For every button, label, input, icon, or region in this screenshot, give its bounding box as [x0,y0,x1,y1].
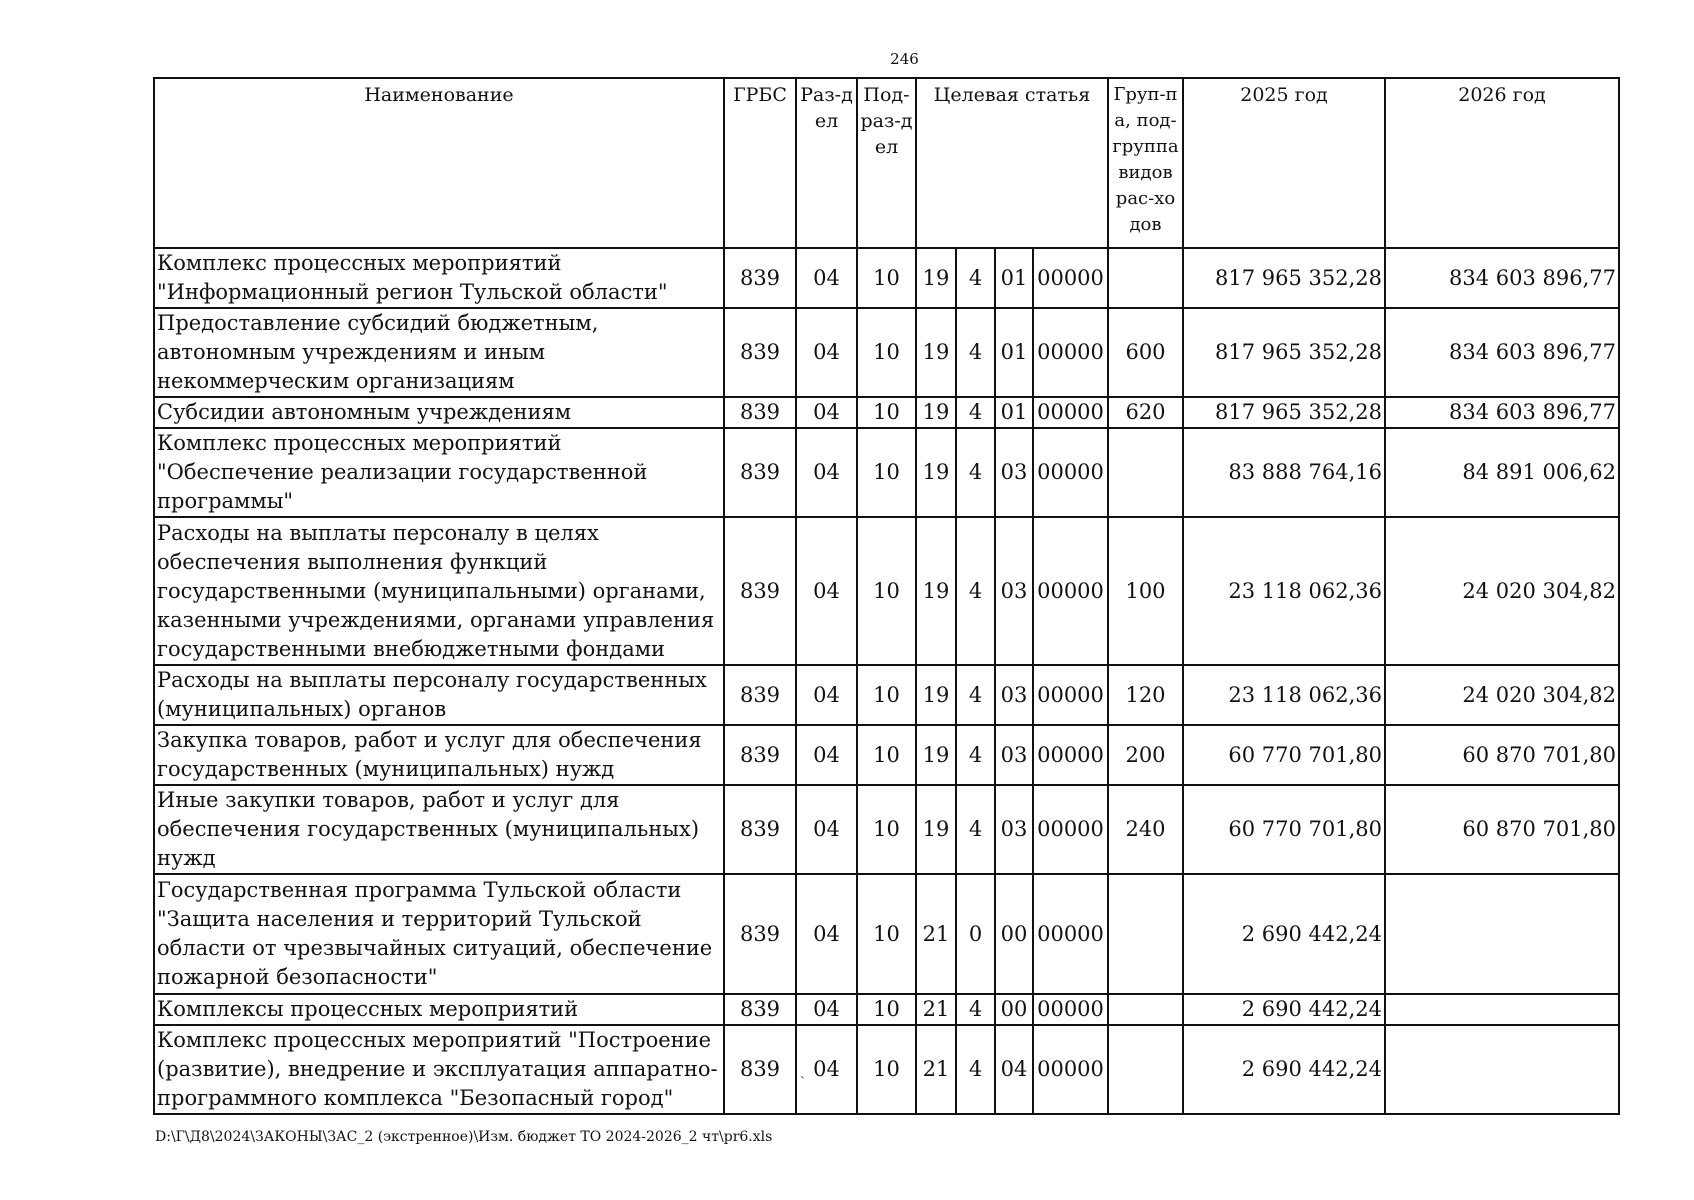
row-target-complex: 03 [995,428,1033,517]
row-razdel: 04 [796,428,857,517]
row-expense-group [1108,1025,1183,1114]
row-target-complex: 03 [995,725,1033,785]
row-target-direction: 00000 [1033,428,1108,517]
row-grbs: 839 [724,1025,796,1114]
row-expense-group: 600 [1108,308,1183,397]
row-amount-2025: 83 888 764,16 [1183,428,1385,517]
row-razdel: 04 [796,517,857,665]
row-grbs: 839 [724,785,796,874]
row-target-complex: 01 [995,248,1033,308]
row-target-complex: 01 [995,397,1033,428]
table-row [154,308,1619,397]
row-amount-2026: 834 603 896,77 [1385,308,1619,397]
table-row [154,994,1619,1025]
row-target-program: 19 [916,308,956,397]
col-header-2026: 2026 год [1385,78,1619,248]
row-podrazdel: 10 [857,994,916,1025]
row-podrazdel: 10 [857,397,916,428]
row-target-direction: 00000 [1033,517,1108,665]
row-target-program: 19 [916,725,956,785]
row-grbs: 839 [724,874,796,994]
row-target-type: 4 [956,725,995,785]
row-target-type: 4 [956,428,995,517]
row-expense-group: 240 [1108,785,1183,874]
row-expense-group [1108,428,1183,517]
row-podrazdel: 10 [857,665,916,725]
row-name: Комплекс процессных мероприятий "Построение (развитие), внедрение и эксплуатация аппаратно-программного комплекса "Безопасный город" [154,1025,724,1114]
page-number: 246 [890,50,919,68]
row-podrazdel: 10 [857,428,916,517]
stray-mark: ` [800,1075,806,1089]
row-name: Расходы на выплаты персоналу в целях обеспечения выполнения функций государственными (муниципальными) органами, казенными учреждениями, органами управления государственными внебюджетными фондами [154,517,724,665]
row-amount-2025: 60 770 701,80 [1183,725,1385,785]
row-expense-group [1108,874,1183,994]
row-target-type: 4 [956,994,995,1025]
row-target-complex: 03 [995,785,1033,874]
row-amount-2026: 60 870 701,80 [1385,725,1619,785]
row-target-type: 4 [956,785,995,874]
table-row [154,725,1619,785]
table-row [154,428,1619,517]
row-grbs: 839 [724,517,796,665]
row-razdel: 04 [796,874,857,994]
row-amount-2025: 2 690 442,24 [1183,1025,1385,1114]
row-razdel: 04 [796,725,857,785]
table-body [154,248,1619,1114]
row-target-complex: 00 [995,874,1033,994]
row-expense-group: 200 [1108,725,1183,785]
row-target-type: 0 [956,874,995,994]
row-name: Комплекс процессных мероприятий "Информационный регион Тульской области" [154,248,724,308]
row-grbs: 839 [724,248,796,308]
row-amount-2025: 23 118 062,36 [1183,517,1385,665]
row-target-complex: 00 [995,994,1033,1025]
row-expense-group: 120 [1108,665,1183,725]
table-row [154,874,1619,994]
row-amount-2025: 2 690 442,24 [1183,994,1385,1025]
row-target-program: 19 [916,248,956,308]
row-name: Иные закупки товаров, работ и услуг для обеспечения государственных (муниципальных) нужд [154,785,724,874]
row-podrazdel: 10 [857,1025,916,1114]
row-razdel: 04 [796,397,857,428]
row-target-type: 4 [956,248,995,308]
row-target-program: 19 [916,428,956,517]
col-header-name: Наименование [154,78,724,248]
row-razdel: 04 [796,665,857,725]
row-grbs: 839 [724,397,796,428]
row-target-direction: 00000 [1033,248,1108,308]
row-target-type: 4 [956,665,995,725]
row-target-direction: 00000 [1033,397,1108,428]
row-expense-group: 100 [1108,517,1183,665]
row-target-direction: 00000 [1033,308,1108,397]
col-header-2025: 2025 год [1183,78,1385,248]
col-header-razdel: Раз-дел [796,78,857,248]
row-podrazdel: 10 [857,517,916,665]
row-grbs: 839 [724,665,796,725]
row-target-direction: 00000 [1033,725,1108,785]
col-header-target: Целевая статья [916,78,1108,248]
row-expense-group: 620 [1108,397,1183,428]
table-row [154,1025,1619,1114]
budget-table [153,77,1620,1115]
row-target-program: 21 [916,874,956,994]
row-target-complex: 03 [995,665,1033,725]
row-podrazdel: 10 [857,308,916,397]
row-amount-2026 [1385,874,1619,994]
row-podrazdel: 10 [857,725,916,785]
table-row [154,785,1619,874]
row-amount-2025: 817 965 352,28 [1183,397,1385,428]
row-name: Расходы на выплаты персоналу государственных (муниципальных) органов [154,665,724,725]
row-target-program: 19 [916,665,956,725]
row-name: Субсидии автономным учреждениям [154,397,724,428]
row-target-complex: 03 [995,517,1033,665]
row-target-program: 21 [916,994,956,1025]
row-amount-2026 [1385,1025,1619,1114]
row-grbs: 839 [724,428,796,517]
row-expense-group [1108,994,1183,1025]
row-amount-2026: 84 891 006,62 [1385,428,1619,517]
row-name: Предоставление субсидий бюджетным, автономным учреждениям и иным некоммерческим организациям [154,308,724,397]
row-amount-2026 [1385,994,1619,1025]
row-amount-2025: 60 770 701,80 [1183,785,1385,874]
row-name: Комплексы процессных мероприятий [154,994,724,1025]
row-podrazdel: 10 [857,785,916,874]
row-razdel: 04 [796,785,857,874]
table-row [154,397,1619,428]
row-target-direction: 00000 [1033,1025,1108,1114]
row-target-direction: 00000 [1033,994,1108,1025]
row-grbs: 839 [724,994,796,1025]
row-amount-2026: 834 603 896,77 [1385,248,1619,308]
table-row [154,517,1619,665]
row-grbs: 839 [724,725,796,785]
row-amount-2026: 834 603 896,77 [1385,397,1619,428]
row-podrazdel: 10 [857,248,916,308]
row-target-program: 19 [916,397,956,428]
row-razdel: 04 [796,248,857,308]
footer-file-path: D:\Г\Д8\2024\ЗАКОНЫ\ЗАС_2 (экстренное)\Изм. бюджет ТО 2024-2026_2 чт\pr6.xls [155,1129,773,1145]
row-razdel: 04 [796,1025,857,1114]
row-target-direction: 00000 [1033,665,1108,725]
row-amount-2026: 24 020 304,82 [1385,517,1619,665]
col-header-grbs: ГРБС [724,78,796,248]
row-name: Комплекс процессных мероприятий "Обеспечение реализации государственной программы" [154,428,724,517]
row-target-type: 4 [956,1025,995,1114]
row-podrazdel: 10 [857,874,916,994]
row-target-program: 19 [916,517,956,665]
row-target-complex: 01 [995,308,1033,397]
row-amount-2026: 24 020 304,82 [1385,665,1619,725]
row-target-type: 4 [956,397,995,428]
table-header [154,78,1619,248]
table-row [154,248,1619,308]
row-target-program: 21 [916,1025,956,1114]
row-target-direction: 00000 [1033,874,1108,994]
row-amount-2025: 23 118 062,36 [1183,665,1385,725]
row-target-complex: 04 [995,1025,1033,1114]
row-amount-2026: 60 870 701,80 [1385,785,1619,874]
row-amount-2025: 817 965 352,28 [1183,308,1385,397]
row-razdel: 04 [796,308,857,397]
row-grbs: 839 [724,308,796,397]
row-expense-group [1108,248,1183,308]
row-amount-2025: 2 690 442,24 [1183,874,1385,994]
table-row [154,665,1619,725]
row-amount-2025: 817 965 352,28 [1183,248,1385,308]
col-header-podrazdel: Под-раз-дел [857,78,916,248]
row-name: Закупка товаров, работ и услуг для обеспечения государственных (муниципальных) нужд [154,725,724,785]
row-razdel: 04 [796,994,857,1025]
row-target-program: 19 [916,785,956,874]
col-header-group: Груп-па, под-группа видов рас-ходов [1108,78,1183,248]
row-name: Государственная программа Тульской области "Защита населения и территорий Тульской области от чрезвычайных ситуаций, обеспечение пожарной безопасности" [154,874,724,994]
row-target-type: 4 [956,517,995,665]
row-target-type: 4 [956,308,995,397]
row-target-direction: 00000 [1033,785,1108,874]
